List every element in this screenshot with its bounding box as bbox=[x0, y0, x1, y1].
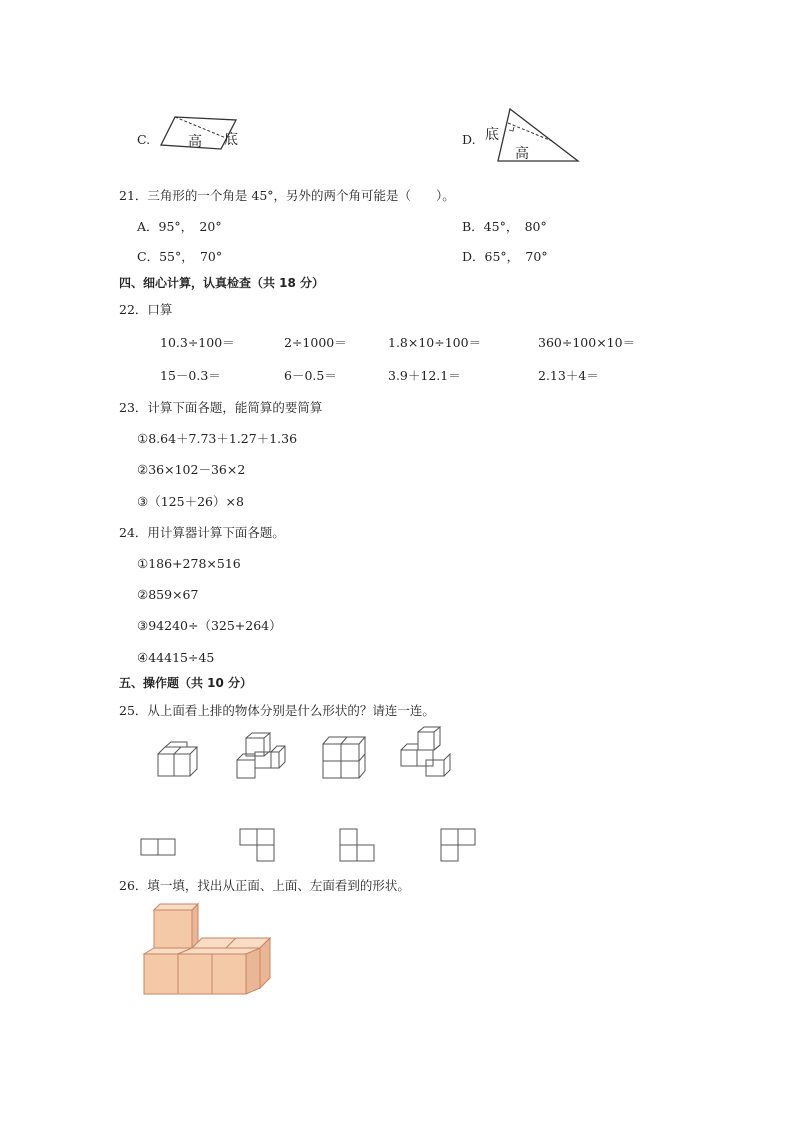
q24-item-2: ②859×67 bbox=[137, 587, 199, 602]
q23-item-1: ①8.64＋7.73＋1.27＋1.36 bbox=[137, 431, 298, 446]
q22-r1-c2: 2÷1000＝ bbox=[284, 335, 347, 350]
q24-item-3: ③94240÷（325+264） bbox=[137, 618, 282, 633]
top-view-two-squares[interactable] bbox=[140, 838, 178, 858]
parallelogram-figure bbox=[158, 112, 248, 157]
q22-r2-c4: 2.13＋4＝ bbox=[538, 368, 599, 383]
q22-r2-c3: 3.9＋12.1＝ bbox=[388, 368, 461, 383]
object-1-three-cubes bbox=[155, 740, 207, 782]
q22-r2-c2: 6－0.5＝ bbox=[284, 368, 337, 383]
q23-item-2: ②36×102－36×2 bbox=[137, 462, 246, 477]
option-c-label[interactable]: C. bbox=[137, 132, 151, 147]
q21-option-b[interactable]: B．45°， 80° bbox=[462, 219, 547, 234]
top-view-L-shape-1[interactable] bbox=[239, 828, 279, 864]
triangle-figure bbox=[482, 105, 582, 167]
parallelogram-base-label: 底 bbox=[224, 132, 238, 148]
object-2-four-cubes bbox=[234, 730, 290, 782]
q21-option-d[interactable]: D．65°， 70° bbox=[462, 249, 548, 264]
q24-stem: 24．用计算器计算下面各题。 bbox=[119, 525, 285, 540]
q21-option-c[interactable]: C．55°， 70° bbox=[137, 249, 223, 264]
top-view-L-shape-2[interactable] bbox=[339, 828, 379, 864]
q21-option-a[interactable]: A．95°， 20° bbox=[137, 219, 222, 234]
q26-stem: 26．填一填，找出从正面、上面、左面看到的形状。 bbox=[119, 878, 410, 893]
q24-item-4: ④44415÷45 bbox=[137, 650, 215, 665]
section-4-title: 四、细心计算，认真检查（共 18 分） bbox=[119, 276, 325, 290]
q23-item-3: ③（125＋26）×8 bbox=[137, 494, 244, 509]
q24-item-1: ①186+278×516 bbox=[137, 556, 241, 571]
q21-stem: 21．三角形的一个角是 45°，另外的两个角可能是（ ）。 bbox=[119, 188, 455, 203]
q22-r1-c4: 360÷100×10＝ bbox=[538, 335, 636, 350]
cube-assembly-figure bbox=[140, 904, 275, 999]
q25-stem: 25．从上面看上排的物体分别是什么形状的？请连一连。 bbox=[119, 703, 435, 718]
parallelogram-height-label: 高 bbox=[188, 134, 202, 150]
top-view-L-shape-3[interactable] bbox=[440, 828, 480, 864]
q22-r2-c1: 15－0.3＝ bbox=[160, 368, 221, 383]
triangle-height-label: 高 bbox=[515, 146, 529, 162]
triangle-base-label: 底 bbox=[485, 127, 499, 143]
q22-r1-c1: 10.3÷100＝ bbox=[160, 335, 235, 350]
object-3-cube-block bbox=[320, 734, 370, 782]
q22-r1-c3: 1.8×10÷100＝ bbox=[388, 335, 482, 350]
section-5-title: 五、操作题（共 10 分） bbox=[119, 676, 253, 690]
option-d-label[interactable]: D. bbox=[462, 132, 476, 147]
object-4-five-cubes bbox=[398, 726, 454, 782]
q22-stem: 22．口算 bbox=[119, 302, 173, 317]
q23-stem: 23．计算下面各题，能简算的要简算 bbox=[119, 400, 323, 415]
